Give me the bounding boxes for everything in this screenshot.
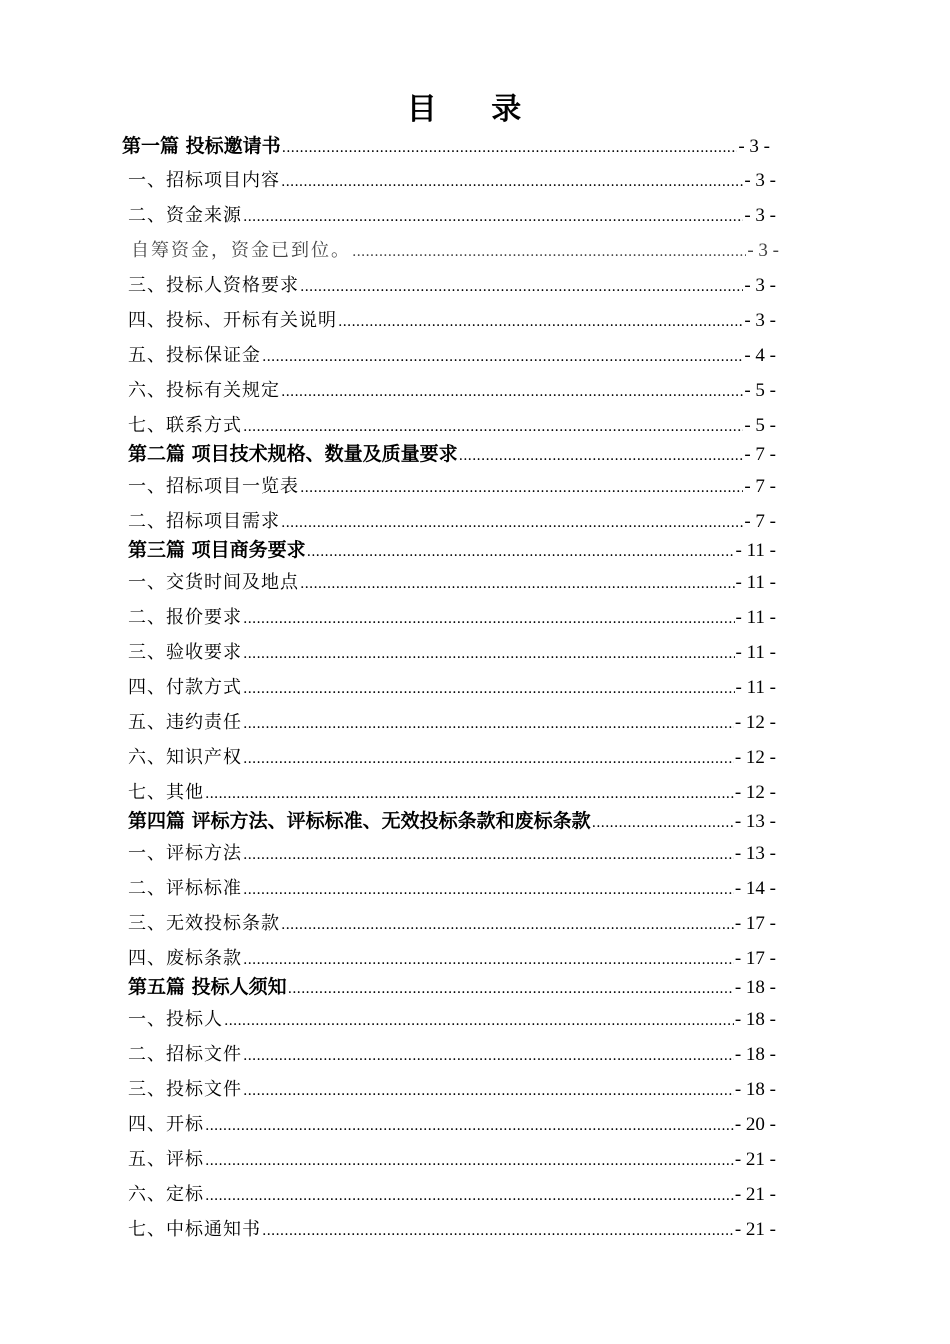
toc-entry-text: 第一篇 投标邀请书 [122, 135, 281, 157]
toc-entry-page: - 20 - [734, 1114, 776, 1135]
toc-entry-text: 七、联系方式 [128, 415, 242, 436]
toc-leader-dots [338, 314, 743, 330]
toc-entry[interactable] [128, 778, 776, 804]
toc-entry[interactable] [128, 411, 776, 437]
toc-entry-page: - 21 - [734, 1149, 776, 1170]
toc-leader-dots [243, 209, 743, 225]
toc-entry-page: - 3 - [744, 275, 776, 296]
toc-leader-dots [205, 786, 734, 802]
toc-leader-dots [243, 681, 735, 697]
toc-entry-page: - 17 - [734, 948, 776, 969]
toc-entry[interactable] [128, 909, 776, 935]
toc-entry[interactable] [128, 638, 776, 664]
toc-leader-dots [300, 279, 743, 295]
toc-entry-page: - 21 - [734, 1184, 776, 1205]
toc-entry[interactable] [128, 839, 776, 865]
toc-leader-dots [243, 847, 734, 863]
page-title: 目 录 [406, 92, 544, 127]
toc-entry[interactable] [128, 708, 776, 734]
toc-leader-dots [243, 751, 734, 767]
toc-entry-text: 六、知识产权 [128, 747, 242, 768]
toc-entry-text: 第五篇 投标人须知 [128, 976, 287, 998]
toc-entry-page: - 11 - [735, 642, 776, 663]
toc-entry[interactable] [128, 271, 776, 297]
toc-entry[interactable] [128, 1145, 776, 1171]
toc-entry-page: - 3 - [744, 170, 776, 191]
toc-entry[interactable] [122, 131, 770, 157]
toc-entry[interactable] [128, 806, 776, 832]
toc-leader-dots [205, 1188, 734, 1204]
toc-entry-text: 二、评标标准 [128, 878, 242, 899]
toc-leader-dots [243, 952, 734, 968]
toc-entry-page: - 5 - [744, 380, 776, 401]
toc-entry-text: 三、投标文件 [128, 1079, 242, 1100]
toc-entry-page: - 18 - [734, 1079, 776, 1100]
toc-leader-dots [243, 646, 735, 662]
toc-entry-text: 第三篇 项目商务要求 [128, 539, 306, 561]
toc-entry[interactable] [128, 472, 776, 498]
toc-entry-text: 三、无效投标条款 [128, 913, 280, 934]
toc-leader-dots [300, 576, 735, 592]
toc-entry-text: 二、招标项目需求 [128, 511, 280, 532]
toc-entry-text: 一、招标项目一览表 [128, 476, 299, 497]
toc-entry[interactable] [128, 603, 776, 629]
toc-entry[interactable] [128, 874, 776, 900]
toc-entry-text: 七、中标通知书 [128, 1219, 261, 1240]
toc-entry-page: - 18 - [734, 1044, 776, 1065]
toc-leader-dots [281, 515, 743, 531]
toc-entry-text: 一、投标人 [128, 1009, 223, 1030]
toc-entry-page: - 11 - [735, 607, 776, 628]
toc-leader-dots [592, 815, 734, 831]
toc-leader-dots [281, 384, 743, 400]
toc-leader-dots [352, 244, 746, 260]
toc-entry[interactable] [128, 944, 776, 970]
toc-entry[interactable] [128, 743, 776, 769]
toc-leader-dots [243, 716, 734, 732]
toc-entry-page: - 3 - [738, 136, 770, 157]
toc-entry-text: 一、交货时间及地点 [128, 572, 299, 593]
toc-entry-page: - 18 - [734, 1009, 776, 1030]
toc-entry-page: - 17 - [734, 913, 776, 934]
toc-entry[interactable] [128, 439, 776, 465]
toc-entry-text: 二、报价要求 [128, 607, 242, 628]
toc-entry[interactable] [128, 201, 776, 227]
toc-entry-page: - 12 - [734, 712, 776, 733]
toc-entry[interactable] [128, 341, 776, 367]
toc-entry-text: 三、验收要求 [128, 642, 242, 663]
toc-leader-dots [224, 1013, 734, 1029]
toc-leader-dots [243, 611, 735, 627]
toc-entry[interactable] [128, 1075, 776, 1101]
toc-entry-page: - 7 - [744, 511, 776, 532]
toc-entry-text: 四、开标 [128, 1114, 204, 1135]
toc-leader-dots [288, 981, 734, 997]
toc-leader-dots [243, 419, 743, 435]
toc-leader-dots [243, 882, 734, 898]
toc-entry-page: - 4 - [744, 345, 776, 366]
toc-entry-text: 第四篇 评标方法、评标标准、无效投标条款和废标条款 [128, 810, 591, 832]
toc-entry-page: - 11 - [735, 677, 776, 698]
toc-entry-page: - 14 - [734, 878, 776, 899]
toc-entry-text: 四、废标条款 [128, 948, 242, 969]
toc-entry[interactable] [128, 1005, 776, 1031]
toc-entry-page: - 13 - [734, 811, 776, 832]
toc-entry-page: - 5 - [744, 415, 776, 436]
toc-entry-page: - 12 - [734, 747, 776, 768]
toc-entry-text: 第二篇 项目技术规格、数量及质量要求 [128, 443, 458, 465]
toc-entry-page: - 7 - [744, 476, 776, 497]
toc-entry[interactable] [128, 1110, 776, 1136]
toc-entry-page: - 11 - [735, 540, 776, 561]
toc-entry[interactable] [131, 236, 779, 262]
toc-entry-page: - 11 - [735, 572, 776, 593]
toc-entry-page: - 12 - [734, 782, 776, 803]
toc-entry-text: 六、投标有关规定 [128, 380, 280, 401]
toc-leader-dots [282, 140, 738, 156]
toc-leader-dots [281, 917, 734, 933]
toc-entry-text: 六、定标 [128, 1184, 204, 1205]
toc-entry-text: 二、招标文件 [128, 1044, 242, 1065]
toc-entry[interactable] [128, 1040, 776, 1066]
toc-entry-text: 二、资金来源 [128, 205, 242, 226]
toc-entry-text: 五、投标保证金 [128, 345, 261, 366]
toc-entry-page: - 21 - [734, 1219, 776, 1240]
toc-leader-dots [281, 174, 743, 190]
toc-entry-text: 四、付款方式 [128, 677, 242, 698]
toc-entry-text: 一、招标项目内容 [128, 170, 280, 191]
toc-entry-page: - 7 - [744, 444, 776, 465]
toc-entry-text: 自筹资金，资金已到位。 [131, 240, 351, 261]
toc-entry[interactable] [128, 972, 776, 998]
toc-entry-text: 七、其他 [128, 782, 204, 803]
toc-leader-dots [459, 448, 744, 464]
toc-entry[interactable] [128, 306, 776, 332]
toc-entry[interactable] [128, 166, 776, 192]
toc-entry-page: - 3 - [744, 310, 776, 331]
toc-leader-dots [243, 1083, 734, 1099]
toc-leader-dots [300, 480, 743, 496]
toc-entry-page: - 18 - [734, 977, 776, 998]
toc-entry[interactable] [128, 673, 776, 699]
toc-entry-page: - 13 - [734, 843, 776, 864]
toc-entry-text: 三、投标人资格要求 [128, 275, 299, 296]
toc-entry-page: - 3 - [747, 240, 779, 261]
toc-entry[interactable] [128, 376, 776, 402]
toc-entry-text: 四、投标、开标有关说明 [128, 310, 337, 331]
toc-entry[interactable] [128, 535, 776, 561]
toc-leader-dots [205, 1153, 734, 1169]
toc-leader-dots [243, 1048, 734, 1064]
toc-leader-dots [262, 349, 743, 365]
toc-leader-dots [307, 544, 735, 560]
toc-entry-page: - 3 - [744, 205, 776, 226]
toc-entry[interactable] [128, 1180, 776, 1206]
toc-entry[interactable] [128, 1215, 776, 1241]
toc-leader-dots [205, 1118, 734, 1134]
toc-entry-text: 五、违约责任 [128, 712, 242, 733]
toc-entry[interactable] [128, 568, 776, 594]
toc-entry-text: 一、评标方法 [128, 843, 242, 864]
toc-entry[interactable] [128, 507, 776, 533]
toc-entry-text: 五、评标 [128, 1149, 204, 1170]
toc-leader-dots [262, 1223, 734, 1239]
